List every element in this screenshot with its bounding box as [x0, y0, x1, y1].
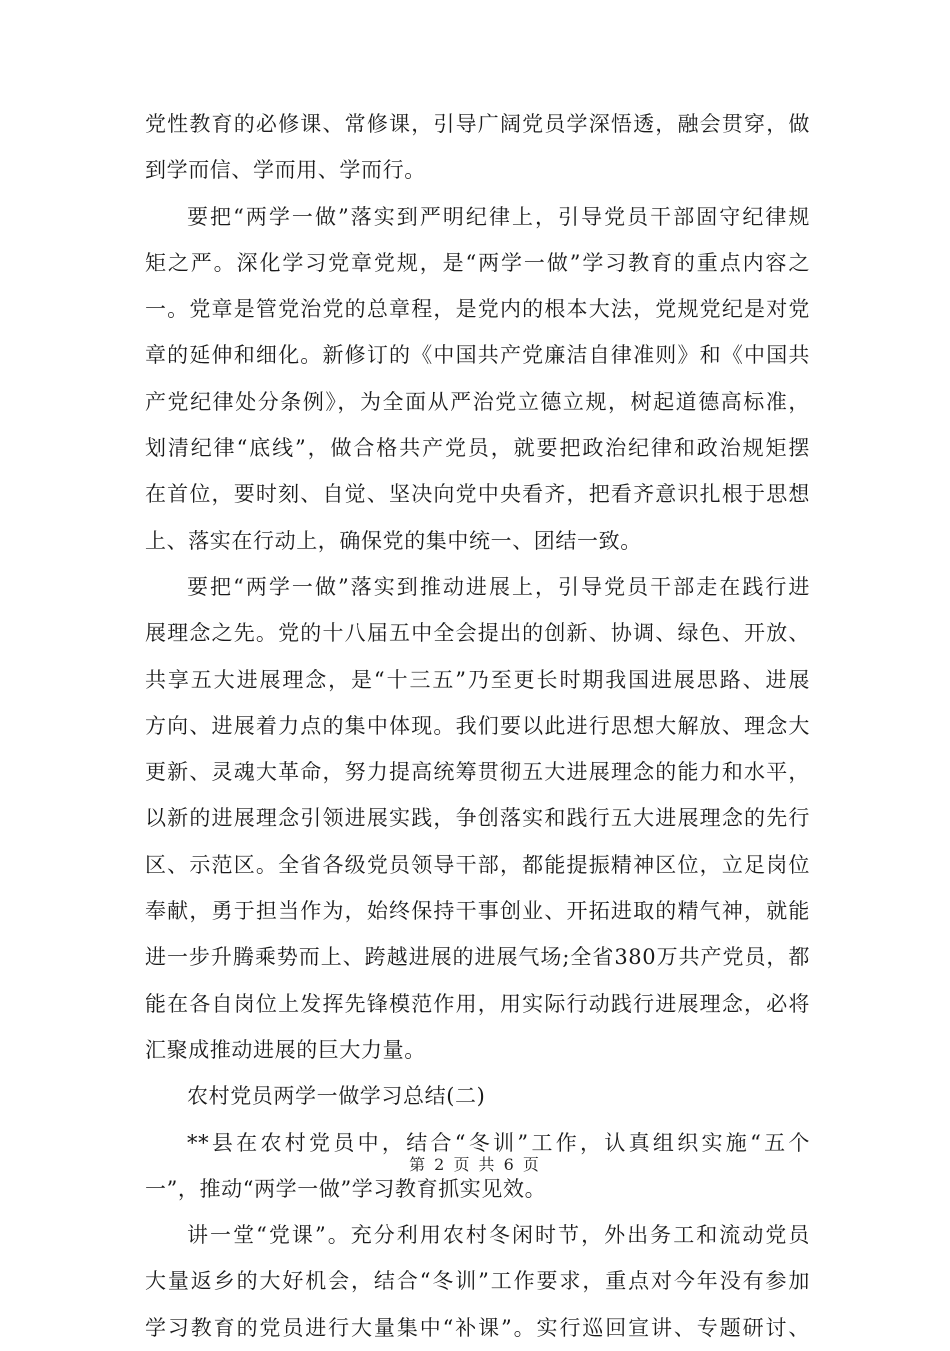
text-line: 章的延伸和细化。新修订的《中国共产党廉洁自律准则》和《中国共: [145, 343, 810, 368]
text-line: 一。党章是管党治党的总章程，是党内的根本大法，党规党纪是对党: [145, 297, 810, 322]
text-line: 大量返乡的大好机会，结合“冬训”工作要求，重点对今年没有参加: [145, 1269, 810, 1294]
text-line: 以新的进展理念引领进展实践，争创落实和践行五大进展理念的先行: [145, 806, 810, 831]
text-line: 要把“两学一做”落实到推动进展上，引导党员干部走在践行进: [187, 574, 810, 599]
text-line: 汇聚成推动进展的巨大力量。: [145, 1037, 426, 1062]
text-line: 一”，推动“两学一做”学习教育抓实见效。: [145, 1176, 547, 1201]
text-line: 能在各自岗位上发挥先锋模范作用，用实际行动践行进展理念，必将: [145, 991, 810, 1016]
page-number-footer: 第 2 页 共 6 页: [409, 1155, 541, 1174]
text-line: 展理念之先。党的十八届五中全会提出的创新、协调、绿色、开放、: [145, 621, 810, 646]
text-line: 更新、灵魂大革命，努力提高统筹贯彻五大进展理念的能力和水平，: [145, 760, 810, 785]
text-line: 上、落实在行动上，确保党的集中统一、团结一致。: [145, 528, 642, 553]
text-line: 方向、进展着力点的集中体现。我们要以此进行思想大解放、理念大: [145, 713, 810, 738]
text-line: 讲一堂“党课”。充分利用农村冬闲时节，外出务工和流动党员: [187, 1223, 810, 1248]
text-line: **县在农村党员中，结合“冬训”工作，认真组织实施“五个: [187, 1130, 810, 1155]
text-line: 学习教育的党员进行大量集中“补课”。实行巡回宣讲、专题研讨、: [145, 1315, 810, 1340]
text-line: 在首位，要时刻、自觉、坚决向党中央看齐，把看齐意识扎根于思想: [145, 482, 810, 507]
text-line: 进一步升腾乘势而上、跨越进展的进展气场;全省380万共产党员，都: [145, 945, 810, 970]
text-line: 共享五大进展理念，是“十三五”乃至更长时期我国进展思路、进展: [145, 667, 810, 692]
text-line: 产党纪律处分条例》，为全面从严治党立德立规，树起道德高标准，: [145, 389, 810, 414]
text-line: 农村党员两学一做学习总结(二): [187, 1084, 486, 1109]
text-line: 党性教育的必修课、常修课，引导广阔党员学深悟透，融会贯穿，做: [145, 112, 810, 136]
text-line: 矩之严。深化学习党章党规，是“两学一做”学习教育的重点内容之: [145, 250, 810, 275]
text-line: 奉献，勇于担当作为，始终保持干事创业、开拓进取的精气神，就能: [145, 899, 810, 924]
text-line: 到学而信、学而用、学而行。: [145, 158, 426, 183]
text-line: 划清纪律“底线”，做合格共产党员，就要把政治纪律和政治规矩摆: [145, 436, 810, 461]
text-line: 区、示范区。全省各级党员领导干部，都能提振精神区位，立足岗位: [145, 852, 810, 877]
text-line: 要把“两学一做”落实到严明纪律上，引导党员干部固守纪律规: [187, 204, 810, 229]
